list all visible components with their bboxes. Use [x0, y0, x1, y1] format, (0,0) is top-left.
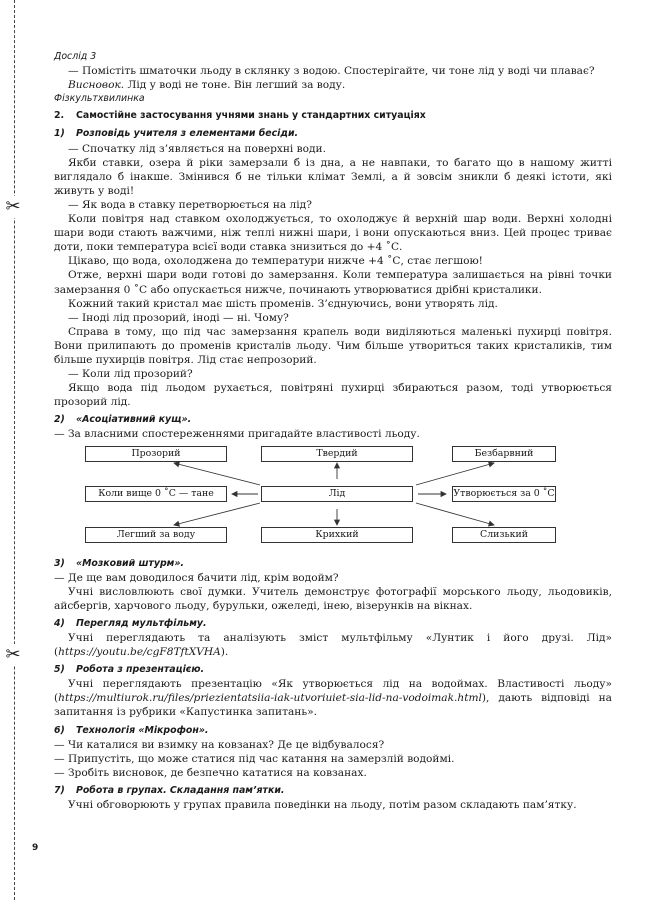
- sub1-paragraph: Справа в тому, що під час замерзання крапель води виділяються маленькі пухирці повітря. Вони прилипають до променів кристалів льоду. Чим більше утвориться таких кристаликів, тим більше пухирців повітря. Лід стає непрозорий.: [54, 325, 612, 366]
- scissors-icon: ✂: [2, 196, 24, 218]
- experiment-instruction: — Помістіть шматочки льоду в склянку з водою. Спостерігайте, чи тоне лід у воді чи плаває?: [68, 65, 595, 78]
- sub5-heading: [54, 663, 612, 677]
- sub1-paragraph: Якби ставки, озера й ріки замерзали б із дна, а не навпаки, то багато що в нашому житті виглядало б інакше. Змінився б не тільки клімат Землі, а й зовсім зникли б деякі істоти, які живуть у воді!: [54, 156, 612, 197]
- section-2-heading: [54, 109, 612, 123]
- sub5-text-end: ), дають відповіді на запитання із рубрики «Капустинка запитань».: [54, 692, 612, 719]
- diagram-box-top-left: Прозорий: [85, 446, 227, 462]
- sub1-paragraph: Коли повітря над ставком охолоджується, то охолоджує й верхній шар води. Верхні холодні шари води стають важчими, ніж теплі нижні шари, і вони опускаються вниз. Цей процес триває доти, поки температура всієї води ставка знизиться до +4 ˚С.: [54, 213, 612, 254]
- sub1-paragraph: — Спочатку лід з’являється на поверхні води.: [68, 142, 326, 155]
- sub1-paragraph: Якщо вода під льодом рухається, повітряні пухирці збираються разом, тоді утворюється прозорий лід.: [54, 382, 612, 409]
- diagram-box-bottom-right: Слизький: [452, 527, 556, 543]
- sub2-number: 2): [54, 414, 65, 426]
- sub2-heading: [54, 413, 612, 427]
- sub5-paragraph: [54, 677, 612, 719]
- sub1-paragraph: Цікаво, що вода, охолоджена до температури нижче +4 ˚С, стає легшою!: [68, 255, 483, 268]
- diagram-box-top-right: Безбарвний: [452, 446, 556, 462]
- diagram-box-top-middle: Твердий: [261, 446, 413, 462]
- sub6-question: — Припустіть, що може статися під час катання на замерзлій водоймі.: [54, 752, 455, 765]
- experiment-conclusion: [54, 78, 612, 92]
- pause-heading: Фізкультхвилинка: [54, 93, 145, 105]
- sub1-title: Розповідь учителя з елементами бесіди.: [76, 128, 299, 140]
- conclusion-label: Висновок.: [68, 79, 125, 92]
- cut-line: [14, 0, 15, 900]
- sub3-number: 3): [54, 557, 65, 569]
- diagram-box-middle-right: Утворюється за 0 ˚С: [452, 486, 556, 502]
- sub5-link[interactable]: https://multiurok.ru/files/priezientatsiia-iak-utvoriuiet-sia-lid-na-vodoimak.html: [58, 692, 482, 705]
- page-content: [54, 50, 612, 812]
- sub5-text: Учні переглядають презентацію «Як утворюється лід на водоймах. Властивості льоду» (: [54, 678, 612, 705]
- sub5-title: Робота з презентацією.: [76, 664, 205, 676]
- sub1-paragraph: — Коли лід прозорий?: [68, 368, 193, 381]
- arrow-to-bottom-left: [174, 503, 260, 525]
- sub4-link[interactable]: https://youtu.be/cgF8TftXVHA: [58, 646, 221, 659]
- scissors-icon: ✂: [2, 644, 24, 666]
- sub1-heading: [54, 127, 612, 141]
- sub6-question: — Чи каталися ви взимку на ковзанах? Де це відбувалося?: [54, 738, 385, 751]
- diagram-box-bottom-left: Легший за воду: [85, 527, 227, 543]
- sub1-paragraph: — Як вода в ставку перетворюється на лід?: [68, 198, 312, 211]
- sub3-heading: [54, 557, 612, 571]
- sub4-text-end: ).: [220, 646, 229, 659]
- arrow-to-top-left: [174, 463, 260, 485]
- sub6-heading: [54, 724, 612, 738]
- sub7-number: 7): [54, 784, 65, 796]
- experiment-title: Дослід 3: [54, 51, 97, 62]
- page-number: 9: [32, 843, 39, 853]
- sub1-paragraph: Кожний такий кристал має шість променів. З’єднуючись, вони утворять лід.: [68, 297, 498, 310]
- sub5-number: 5): [54, 664, 65, 676]
- sub4-heading: [54, 617, 612, 631]
- sub3-paragraph: Учні висловлюють свої думки. Учитель демонструє фотографії морського льоду, льодовиків, айсбергів, харчового льоду, бурульки, ожеледі, інею, візерунків на вікнах.: [54, 585, 612, 612]
- section-number: 2.: [54, 110, 65, 122]
- sub6-number: 6): [54, 724, 65, 736]
- arrow-to-bottom-right: [416, 503, 494, 525]
- diagram-box-bottom-middle: Крихкий: [261, 527, 413, 543]
- conclusion-text: Лід у воді не тоне. Він легший за воду.: [124, 79, 346, 92]
- section-title: Самостійне застосування учнями знань у стандартних ситуаціях: [76, 110, 426, 122]
- diagram-box-center: Лід: [261, 486, 413, 502]
- sub7-heading: [54, 784, 612, 798]
- sub2-instruction: — За власними спостереженнями пригадайте властивості льоду.: [54, 428, 420, 441]
- sub7-title: Робота в групах. Складання пам’ятки.: [76, 784, 285, 796]
- sub7-paragraph: Учні обговорюють у групах правила поведінки на льоду, потім разом складають пам’ятку.: [68, 799, 577, 812]
- sub1-paragraph: — Іноді лід прозорий, іноді — ні. Чому?: [68, 311, 289, 324]
- diagram-box-middle-left: Коли вище 0 ˚С — тане: [85, 486, 227, 502]
- sub1-paragraph: Отже, верхні шари води готові до замерзання. Коли температура залишається на рівні точки замерзання 0 ˚С або опускається нижче, починають утворюватися дрібні кристалики.: [54, 269, 612, 296]
- arrow-to-top-right: [416, 463, 494, 485]
- sub4-number: 4): [54, 617, 65, 629]
- sub4-text: Учні переглядають та аналізують зміст мультфільму «Лунтик і його друзі. Лід» (: [54, 632, 612, 659]
- association-diagram: [54, 445, 612, 551]
- sub6-title: Технологія «Мікрофон».: [76, 724, 209, 736]
- sub1-number: 1): [54, 128, 65, 140]
- sub3-title: «Мозковий штурм».: [76, 557, 184, 569]
- sub2-title: «Асоціативний кущ».: [76, 414, 192, 426]
- sub4-title: Перегляд мультфільму.: [76, 617, 207, 629]
- sub3-paragraph: — Де ще вам доводилося бачити лід, крім водойм?: [54, 571, 339, 584]
- sub4-paragraph: [54, 631, 612, 659]
- sub6-question: — Зробіть висновок, де безпечно кататися на ковзанах.: [54, 766, 367, 779]
